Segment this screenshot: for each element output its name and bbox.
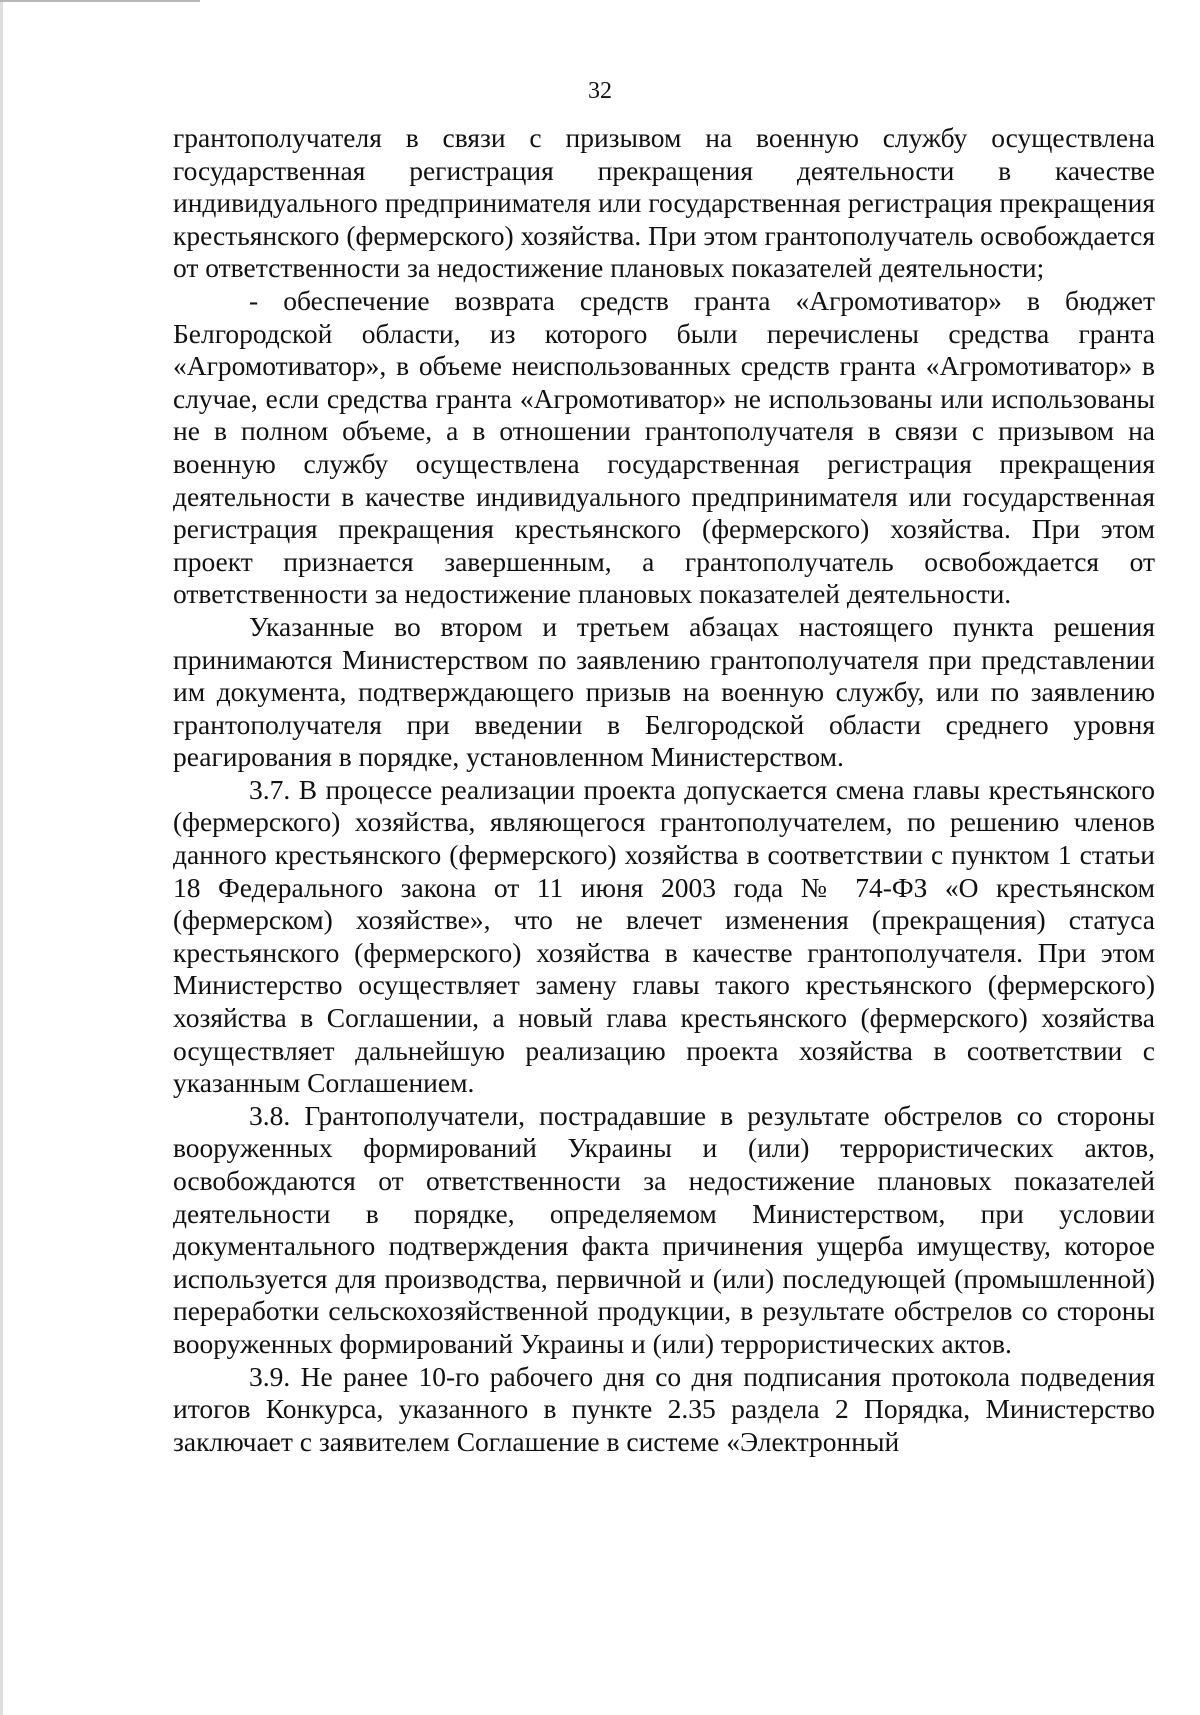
paragraph-3-9: 3.9. Не ранее 10-го рабочего дня со дня подписания протокола подведения итогов Конкурса, указанного в пункте 2.35 раздела 2 Порядка, Министерство заключает с заявителем Соглашение в системе «Электронный [173,1360,1155,1457]
page-number: 32 [588,78,612,104]
paragraph-decisions: Указанные во втором и третьем абзацах настоящего пункта решения принимаются Министерством по заявлению грантополучателя при представлении им документа, подтверждающего призыв на военную службу, или по заявлению грантополучателя при введении в Белгородской области среднего уровня реагирования в порядке, установленном Министерством. [173,610,1155,773]
paragraph-grant-return: - обеспечение возврата средств гранта «Агромотиватор» в бюджет Белгородской области, из которого были перечислены средства гранта «Агромотиватор», в объеме неиспользованных средств гранта «Агромотиватор» в случае, если средства гранта «Агромотиватор» не использованы или использованы не в полном объеме, а в отношении грантополучателя в связи с призывом на военную службу осуществлена государственная регистрация прекращения деятельности в качестве индивидуального предпринимателя или государственная регистрация прекращения крестьянского (фермерского) хозяйства. При этом проект признается завершенным, а грантополучатель освобождается от ответственности за недостижение плановых показателей деятельности. [173,284,1155,610]
paragraph-continuation: грантополучателя в связи с призывом на военную службу осуществлена государственная регистрация прекращения деятельности в качестве индивидуального предпринимателя или государственная регистрация прекращения крестьянского (фермерского) хозяйства. При этом грантополучатель освобождается от ответственности за недостижение плановых показателей деятельности; [173,122,1155,284]
document-body [173,122,1155,1458]
scan-edge-left [0,0,3,1715]
paragraph-3-7: 3.7. В процессе реализации проекта допускается смена главы крестьянского (фермерского) хозяйства, являющегося грантополучателем, по решению членов данного крестьянского (фермерского) хозяйства в соответствии с пунктом 1 статьи 18 Федерального закона от 11 июня 2003 года № 74-ФЗ «О крестьянском (фермерском) хозяйстве», что не влечет изменения (прекращения) статуса крестьянского (фермерского) хозяйства в качестве грантополучателя. При этом Министерство осуществляет замену главы такого крестьянского (фермерского) хозяйства в Соглашении, а новый глава крестьянского (фермерского) хозяйства осуществляет дальнейшую реализацию проекта хозяйства в соответствии с указанным Соглашением. [173,773,1155,1099]
paragraph-3-8: 3.8. Грантополучатели, пострадавшие в результате обстрелов со стороны вооруженных формирований Украины и (или) террористических актов, освобождаются от ответственности за недостижение плановых показателей деятельности в порядке, определяемом Министерством, при условии документального подтверждения факта причинения ущерба имуществу, которое используется для производства, первичной и (или) последующей (промышленной) переработки сельскохозяйственной продукции, в результате обстрелов со стороны вооруженных формирований Украины и (или) террористических актов. [173,1099,1155,1359]
scan-edge-top [0,0,200,6]
